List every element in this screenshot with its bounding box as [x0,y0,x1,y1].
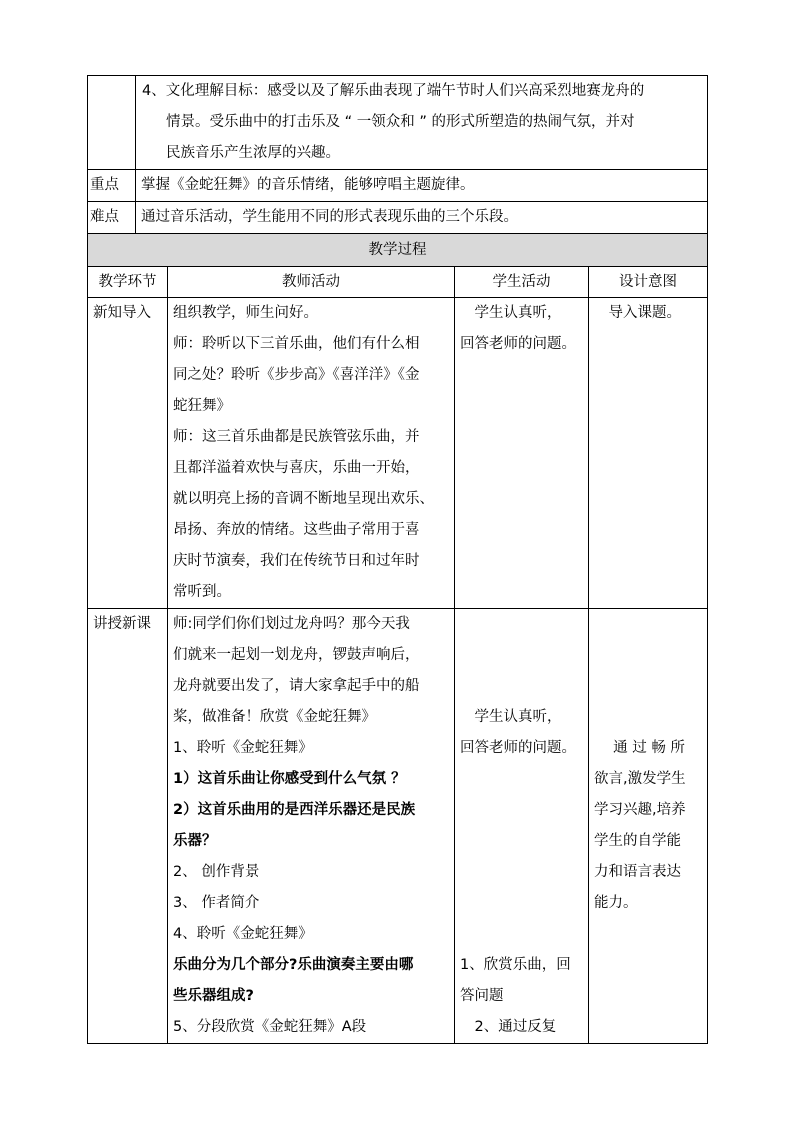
new-lesson-student-cell [455,609,589,1044]
teacher-line: 组织教学，师生问好。 [173,305,318,321]
design-line: 通 过 畅 所 [594,740,685,756]
student-line: 学生认真听， [460,709,562,725]
teacher-line: 3、 作者简介 [173,895,260,911]
teacher-line: 桨，做准备！欣赏《金蛇狂舞》 [173,709,376,725]
design-line: 导入课题。 [594,305,681,321]
difficulty-text: 通过音乐活动，学生能用不同的形式表现乐曲的三个乐段。 [136,202,708,234]
difficulty-row [88,202,708,234]
header-row [88,267,708,298]
teacher-question: 2）这首乐曲用的是西洋乐器还是民族 [173,802,416,818]
teacher-line: 常听到。 [173,584,231,600]
design-line: 学生的自学能 [594,833,681,849]
design-line: 力和语言表达 [594,864,681,880]
design-line: 学习兴趣,培养 [594,802,686,818]
new-lesson-row [88,609,708,1044]
teacher-line: 师：聆听以下三首乐曲，他们有什么相 [173,336,420,352]
key-point-row [88,170,708,202]
lesson-plan-table [87,75,708,1044]
intro-row [88,298,708,609]
student-line: 2、通过反复 [460,1019,557,1035]
student-line: 1、欣赏乐曲，回 [460,957,571,973]
objective-text: 4、文化理解目标：感受以及了解乐曲表现了端午节时人们兴高采烈地赛龙舟的 情景。受乐曲中的打击乐及 “ 一领众和 ” 的形式所塑造的热闹气氛，并对 民族音乐产生浓厚的兴趣。 [142,83,645,161]
objective-cell [136,76,708,170]
header-student: 学生活动 [455,267,589,298]
design-line: 能力。 [594,895,638,911]
intro-stage: 新知导入 [88,298,168,609]
process-title: 教学过程 [88,234,708,267]
teacher-line: 们就来一起划一划龙舟，锣鼓声响后， [173,647,420,663]
process-title-row [88,234,708,267]
teacher-line: 1、聆听《金蛇狂舞》 [173,740,313,756]
teacher-question: 些乐器组成? [173,988,254,1004]
teacher-line: 就以明亮上扬的音调不断地呈现出欢乐、 [173,491,434,507]
teacher-line: 2、 创作背景 [173,864,260,880]
key-point-text: 掌握《金蛇狂舞》的音乐情绪，能够哼唱主题旋律。 [136,170,708,202]
new-lesson-design-cell [589,609,708,1044]
teacher-line: 同之处？聆听《步步高》《喜洋洋》《金 [173,367,420,383]
student-line: 回答老师的问题。 [460,336,576,352]
header-design: 设计意图 [589,267,708,298]
teacher-question: 乐器？ [173,833,217,849]
new-lesson-stage: 讲授新课 [88,609,168,1044]
teacher-line: 且都洋溢着欢快与喜庆，乐曲一开始， [173,460,420,476]
teacher-line: 师:同学们你们划过龙舟吗？那今天我 [173,616,410,632]
teacher-line: 师：这三首乐曲都是民族管弦乐曲，并 [173,429,420,445]
teacher-line: 庆时节演奏，我们在传统节日和过年时 [173,553,420,569]
header-stage: 教学环节 [88,267,168,298]
header-teacher: 教师活动 [168,267,455,298]
student-line: 回答老师的问题。 [460,740,576,756]
teacher-question: 乐曲分为几个部分?乐曲演奏主要由哪 [173,957,414,973]
student-line: 学生认真听， [460,305,562,321]
teacher-line: 蛇狂舞》 [173,398,231,414]
design-line: 欲言,激发学生 [594,771,686,787]
teacher-line: 5、分段欣赏《金蛇狂舞》A段 [173,1019,367,1035]
intro-design-cell [589,298,708,609]
intro-teacher-cell [168,298,455,609]
key-point-label: 重点 [88,170,136,202]
intro-student-cell [455,298,589,609]
teacher-line: 4、聆听《金蛇狂舞》 [173,926,313,942]
student-line: 答问题 [460,988,504,1004]
teacher-question: 1）这首乐曲让你感受到什么气氛 ？ [173,771,406,787]
objective-blank-cell [88,76,136,170]
objective-row [88,76,708,170]
teacher-line: 龙舟就要出发了，请大家拿起手中的船 [173,678,420,694]
teacher-line: 昂扬、奔放的情绪。这些曲子常用于喜 [173,522,420,538]
difficulty-label: 难点 [88,202,136,234]
new-lesson-teacher-cell [168,609,455,1044]
